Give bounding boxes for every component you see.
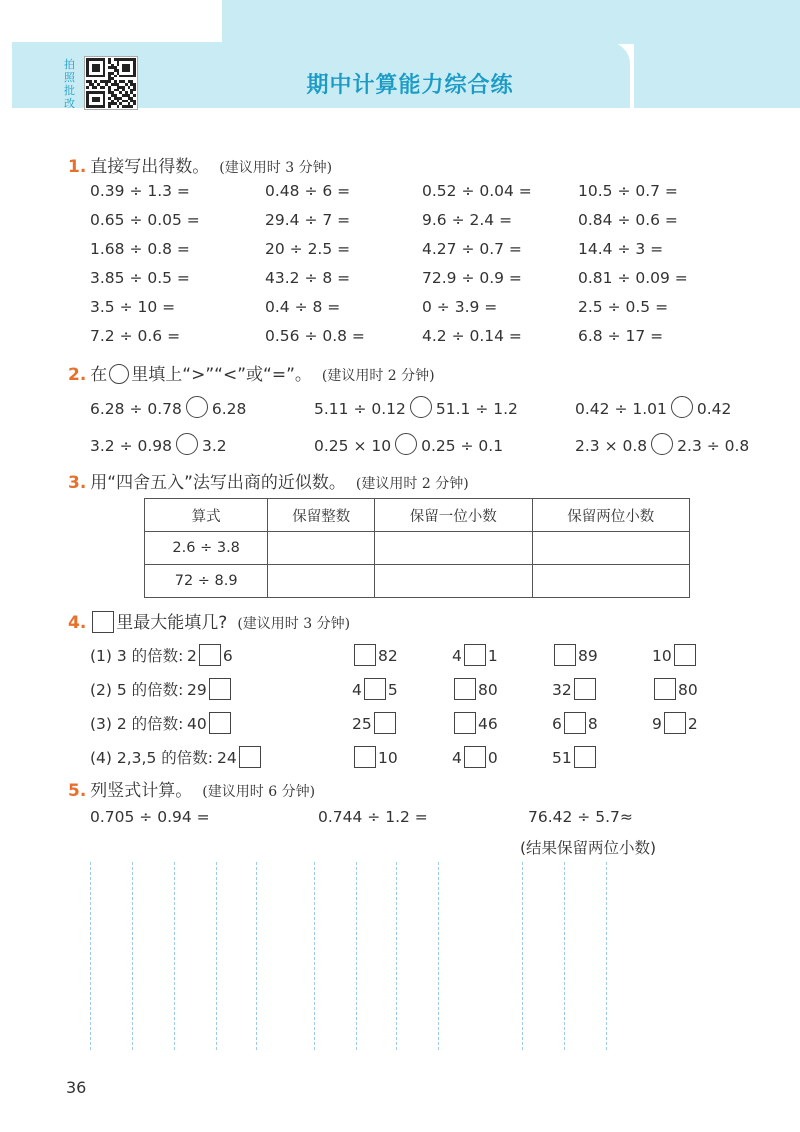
section-2-text-b: 里填上“>”“<”或“=”。	[131, 365, 312, 385]
calc-problem: 0.52 ÷ 0.04 =	[422, 182, 532, 200]
left-expression: 5.11 ÷ 0.12	[314, 400, 406, 418]
digit-suffix: 8	[587, 715, 598, 733]
answer-cell[interactable]	[532, 532, 689, 565]
fill-digit-item	[552, 712, 598, 734]
digit-suffix: 6	[222, 647, 233, 665]
digit-box[interactable]	[239, 746, 261, 768]
comparison-circle[interactable]	[410, 396, 432, 418]
section-1-title	[68, 152, 332, 177]
section-2-text-a: 在	[90, 365, 108, 385]
digit-box[interactable]	[209, 712, 231, 734]
digit-suffix: 89	[578, 647, 598, 665]
answer-cell[interactable]	[375, 532, 532, 565]
digit-box[interactable]	[364, 678, 386, 700]
circle-icon	[109, 364, 129, 384]
answer-cell[interactable]	[532, 565, 689, 598]
digit-prefix: 25	[352, 715, 372, 733]
answer-cell[interactable]	[268, 565, 375, 598]
comparison-item	[575, 396, 731, 418]
fill-digit-item	[187, 712, 233, 734]
digit-box[interactable]	[209, 678, 231, 700]
section-2-title	[68, 360, 435, 385]
digit-prefix: 9	[652, 715, 662, 733]
digit-box[interactable]	[199, 644, 221, 666]
fill-digit-item	[452, 746, 498, 768]
calc-problem: 3.5 ÷ 10 =	[90, 298, 176, 316]
digit-box[interactable]	[554, 644, 576, 666]
fill-digit-item	[552, 644, 598, 666]
right-expression: 6.28	[211, 400, 247, 418]
comparison-circle[interactable]	[186, 396, 208, 418]
calc-problem: 0.81 ÷ 0.09 =	[578, 269, 688, 287]
left-expression: 0.42 ÷ 1.01	[575, 400, 667, 418]
digit-box[interactable]	[674, 644, 696, 666]
fill-digit-item	[552, 678, 598, 700]
long-division-problem: 0.744 ÷ 1.2 =	[318, 808, 428, 826]
digit-prefix: 24	[217, 749, 237, 767]
answer-cell[interactable]	[268, 532, 375, 565]
calc-problem: 0 ÷ 3.9 =	[422, 298, 498, 316]
digit-suffix: 0	[487, 749, 498, 767]
digit-box[interactable]	[664, 712, 686, 734]
qr-code-icon[interactable]	[84, 56, 138, 110]
section-number: 4.	[68, 613, 87, 633]
long-division-problem: 0.705 ÷ 0.94 =	[90, 808, 210, 826]
calc-problem: 29.4 ÷ 7 =	[265, 211, 351, 229]
comparison-item	[314, 396, 518, 418]
rounding-note: (结果保留两位小数)	[520, 839, 657, 857]
calc-problem: 43.2 ÷ 8 =	[265, 269, 351, 287]
calc-problem: 0.48 ÷ 6 =	[265, 182, 351, 200]
digit-suffix: 82	[378, 647, 398, 665]
comparison-item	[90, 433, 227, 455]
column-header: 保留整数	[268, 499, 375, 532]
column-header: 保留一位小数	[375, 499, 532, 532]
calc-problem: 9.6 ÷ 2.4 =	[422, 211, 513, 229]
fill-digit-item	[552, 746, 598, 768]
comparison-item	[575, 433, 749, 455]
digit-suffix: 1	[487, 647, 498, 665]
fill-digit-item	[187, 644, 233, 666]
right-expression: 2.3 ÷ 0.8	[677, 437, 750, 455]
fill-digit-item	[217, 746, 263, 768]
calc-problem: 4.2 ÷ 0.14 =	[422, 327, 522, 345]
digit-suffix: 80	[478, 681, 498, 699]
digit-suffix: 2	[687, 715, 698, 733]
digit-box[interactable]	[454, 678, 476, 700]
calc-problem: 3.85 ÷ 0.5 =	[90, 269, 190, 287]
section-3-title	[68, 468, 469, 493]
calc-problem: 72.9 ÷ 0.9 =	[422, 269, 522, 287]
digit-prefix: 51	[552, 749, 572, 767]
header-band	[634, 0, 800, 108]
left-expression: 2.3 × 0.8	[575, 437, 648, 455]
page-title: 期中计算能力综合练	[306, 73, 514, 98]
comparison-item	[90, 396, 246, 418]
answer-cell[interactable]	[375, 565, 532, 598]
digit-prefix: 6	[552, 715, 562, 733]
section-3-text: 用“四舍五入”法写出商的近似数。	[90, 473, 346, 493]
calc-problem: 0.84 ÷ 0.6 =	[578, 211, 678, 229]
digit-prefix: 4	[452, 749, 462, 767]
approximation-table	[144, 498, 690, 598]
right-expression: 0.25 ÷ 0.1	[421, 437, 504, 455]
comparison-circle[interactable]	[395, 433, 417, 455]
calc-problem: 0.65 ÷ 0.05 =	[90, 211, 200, 229]
right-expression: 0.42	[696, 400, 732, 418]
table-row	[145, 565, 690, 598]
fill-digit-item	[352, 712, 398, 734]
calc-problem: 7.2 ÷ 0.6 =	[90, 327, 181, 345]
fill-digit-item	[652, 678, 698, 700]
fill-digit-item	[452, 712, 498, 734]
digit-suffix: 80	[678, 681, 698, 699]
digit-box[interactable]	[654, 678, 676, 700]
table-cell-expression: 72 ÷ 8.9	[145, 565, 268, 598]
time-hint: (建议用时 2 分钟)	[355, 476, 469, 492]
fill-digit-item	[652, 712, 698, 734]
calc-problem: 14.4 ÷ 3 =	[578, 240, 664, 258]
photo-grading-label: 拍照批改	[64, 58, 75, 110]
left-expression: 6.28 ÷ 0.78	[90, 400, 182, 418]
digit-box[interactable]	[574, 678, 596, 700]
left-expression: 0.25 × 10	[314, 437, 392, 455]
comparison-circle[interactable]	[671, 396, 693, 418]
section-1-text: 直接写出得数。	[90, 157, 210, 177]
calc-problem: 1.68 ÷ 0.8 =	[90, 240, 190, 258]
page-number: 36	[66, 1078, 87, 1097]
digit-suffix: 5	[387, 681, 398, 699]
time-hint: (建议用时 3 分钟)	[237, 616, 351, 632]
time-hint: (建议用时 3 分钟)	[219, 160, 333, 176]
comparison-circle[interactable]	[176, 433, 198, 455]
time-hint: (建议用时 6 分钟)	[202, 784, 316, 800]
digit-box[interactable]	[464, 644, 486, 666]
section-number: 3.	[68, 473, 87, 493]
calc-problem: 6.8 ÷ 17 =	[578, 327, 664, 345]
square-box-icon	[92, 611, 114, 633]
comparison-circle[interactable]	[651, 433, 673, 455]
calc-problem: 0.39 ÷ 1.3 =	[90, 182, 190, 200]
section-4-title	[68, 608, 350, 633]
column-header: 算式	[145, 499, 268, 532]
digit-box[interactable]	[564, 712, 586, 734]
section-4-text: 里最大能填几?	[116, 613, 228, 633]
table-cell-expression: 2.6 ÷ 3.8	[145, 532, 268, 565]
time-hint: (建议用时 2 分钟)	[321, 368, 435, 384]
multiple-row-label: (1) 3 的倍数:	[90, 647, 184, 665]
digit-prefix: 32	[552, 681, 572, 699]
comparison-item	[314, 433, 503, 455]
fill-digit-item	[352, 678, 398, 700]
right-expression: 51.1 ÷ 1.2	[435, 400, 518, 418]
digit-prefix: 2	[187, 647, 197, 665]
multiple-row-label: (2) 5 的倍数:	[90, 681, 184, 699]
digit-box[interactable]	[374, 712, 396, 734]
calc-problem: 0.4 ÷ 8 =	[265, 298, 341, 316]
digit-box[interactable]	[454, 712, 476, 734]
section-number: 1.	[68, 157, 87, 177]
digit-box[interactable]	[574, 746, 596, 768]
digit-box[interactable]	[464, 746, 486, 768]
multiple-row-label: (4) 2,3,5 的倍数:	[90, 749, 213, 767]
digit-prefix: 10	[652, 647, 672, 665]
calc-problem: 2.5 ÷ 0.5 =	[578, 298, 669, 316]
multiple-row-label: (3) 2 的倍数:	[90, 715, 184, 733]
fill-digit-item	[452, 678, 498, 700]
digit-suffix: 10	[378, 749, 398, 767]
fill-digit-item	[452, 644, 498, 666]
fill-digit-item	[352, 644, 398, 666]
table-row	[145, 532, 690, 565]
left-expression: 3.2 ÷ 0.98	[90, 437, 173, 455]
section-5-text: 列竖式计算。	[90, 781, 193, 801]
digit-prefix: 29	[187, 681, 207, 699]
digit-prefix: 40	[187, 715, 207, 733]
digit-prefix: 4	[452, 647, 462, 665]
calc-problem: 4.27 ÷ 0.7 =	[422, 240, 522, 258]
digit-box[interactable]	[354, 746, 376, 768]
fill-digit-item	[187, 678, 233, 700]
calc-problem: 0.56 ÷ 0.8 =	[265, 327, 365, 345]
digit-suffix: 46	[478, 715, 498, 733]
right-expression: 3.2	[202, 437, 227, 455]
working-area[interactable]	[90, 862, 630, 1050]
section-5-title	[68, 776, 315, 801]
column-header: 保留两位小数	[532, 499, 689, 532]
section-number: 5.	[68, 781, 87, 801]
digit-prefix: 4	[352, 681, 362, 699]
fill-digit-item	[352, 746, 398, 768]
calc-problem: 10.5 ÷ 0.7 =	[578, 182, 678, 200]
digit-box[interactable]	[354, 644, 376, 666]
long-division-problem: 76.42 ÷ 5.7≈	[528, 808, 633, 826]
section-number: 2.	[68, 365, 87, 385]
calc-problem: 20 ÷ 2.5 =	[265, 240, 351, 258]
table-header-row	[145, 499, 690, 532]
fill-digit-item	[652, 644, 698, 666]
